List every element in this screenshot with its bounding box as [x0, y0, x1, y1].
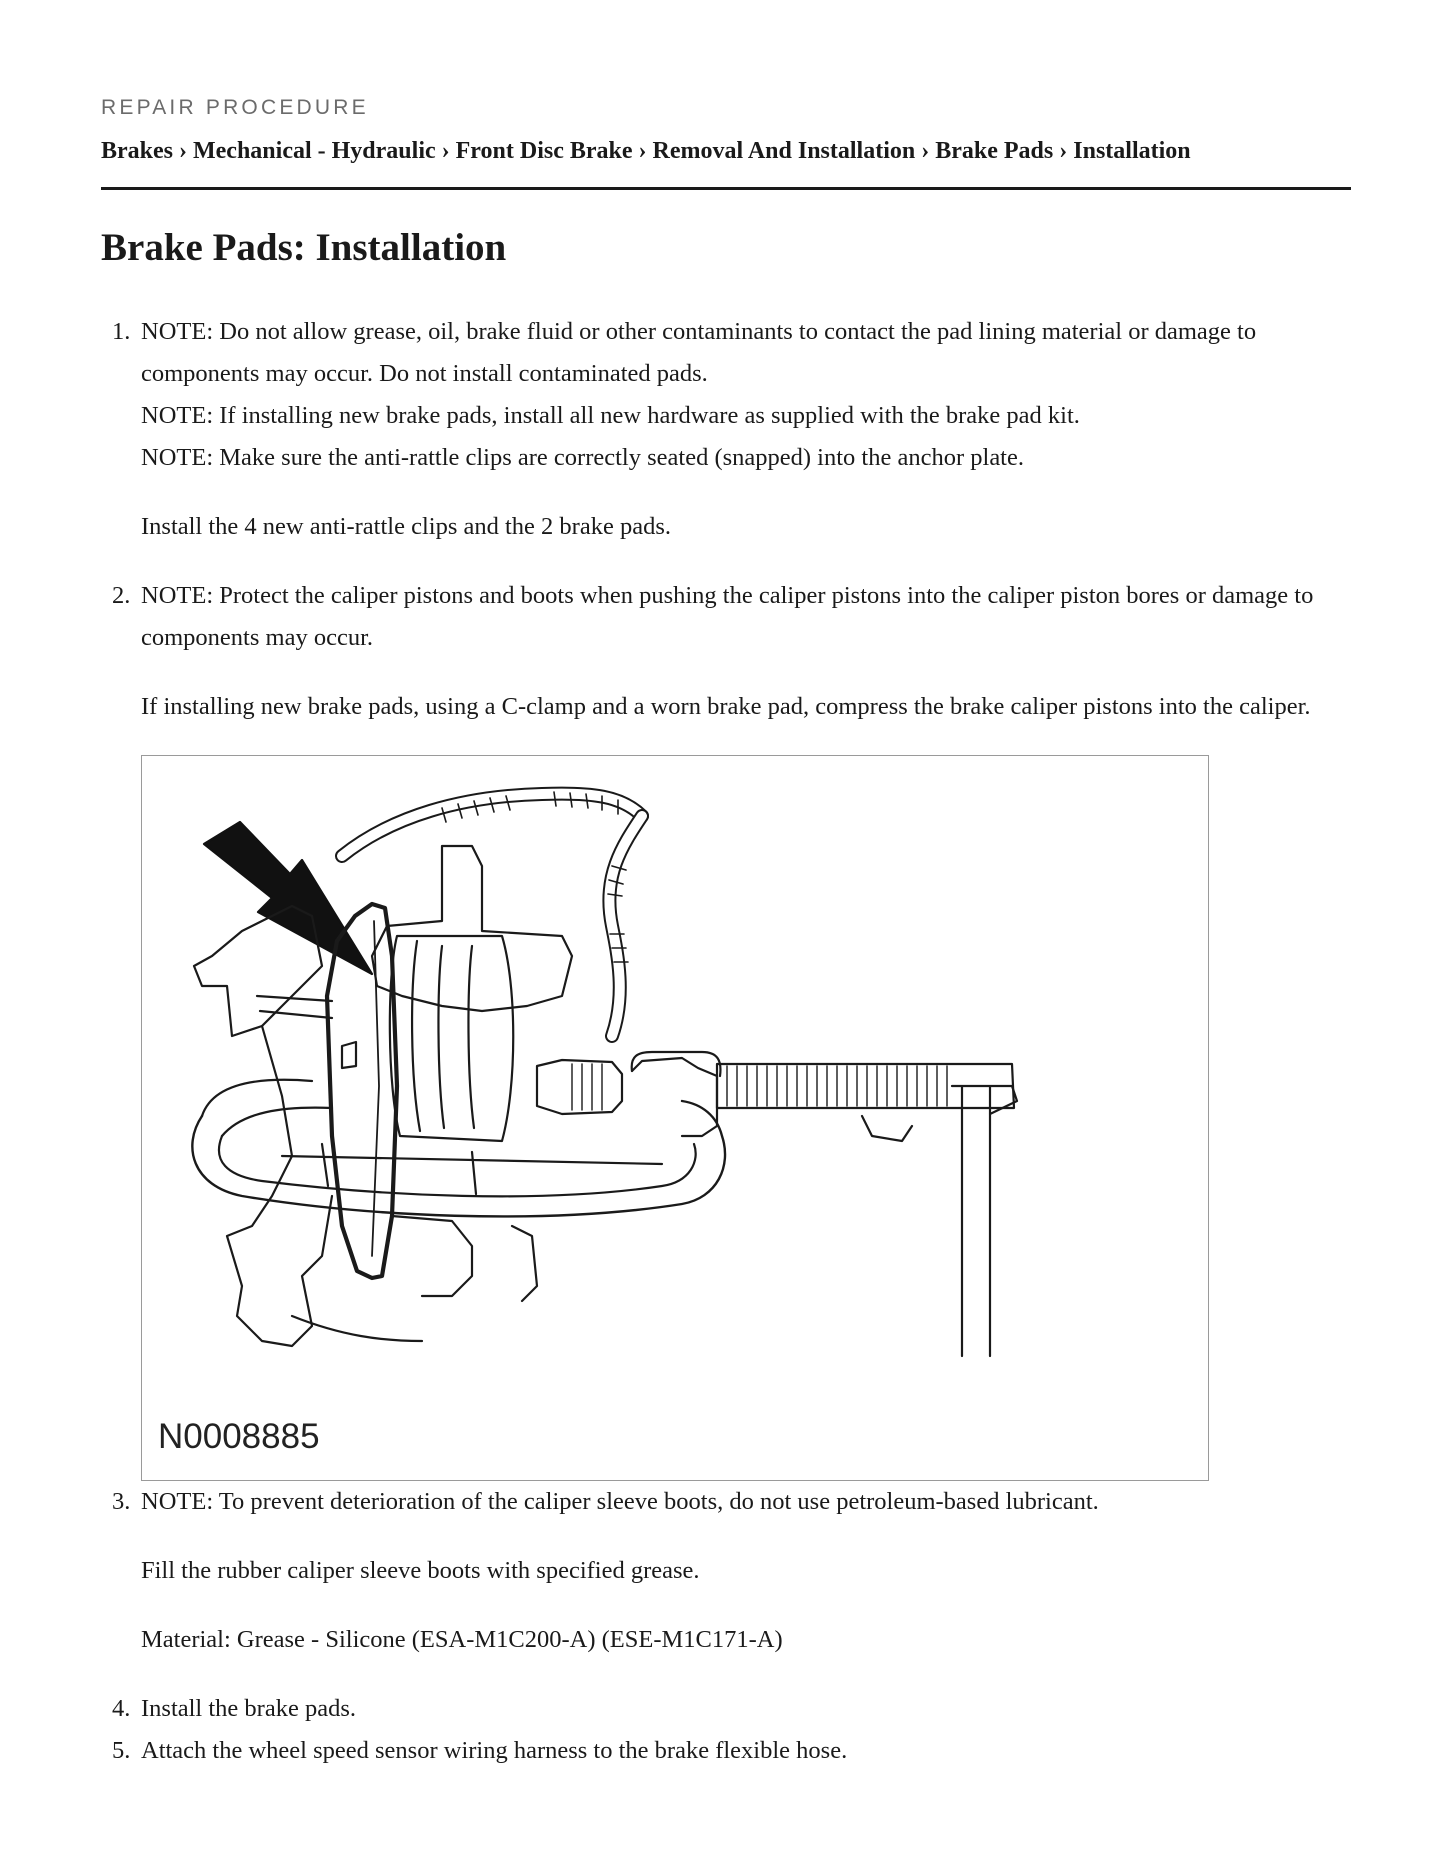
step-note: NOTE: Protect the caliper pistons and boots when pushing the caliper pistons into the caliper piston bores or damage to components may occur. — [141, 582, 1314, 651]
step-number: 2. — [112, 582, 131, 609]
step-text: If installing new brake pads, using a C-clamp and a worn brake pad, compress the brake caliper pistons into the caliper. — [141, 693, 1311, 720]
breadcrumb — [101, 138, 1191, 165]
step-number: 5. — [112, 1737, 131, 1764]
section-label: REPAIR PROCEDURE — [101, 96, 369, 119]
breadcrumb-item[interactable]: Removal And Installation — [652, 138, 916, 164]
header-divider — [101, 187, 1351, 190]
breadcrumb-separator: › — [638, 138, 647, 164]
page-title: Brake Pads: Installation — [101, 226, 507, 269]
step-item — [101, 1688, 1351, 1730]
breadcrumb-separator: › — [179, 138, 187, 164]
step-text: Install the 4 new anti-rattle clips and the 2 brake pads. — [141, 513, 671, 540]
breadcrumb-separator: › — [441, 138, 450, 164]
step-text: Attach the wheel speed sensor wiring harness to the brake flexible hose. — [141, 1737, 848, 1764]
breadcrumb-item[interactable]: Front Disc Brake — [455, 138, 633, 164]
procedure-steps — [101, 311, 1351, 1772]
step-number: 1. — [112, 318, 131, 345]
breadcrumb-separator: › — [1059, 138, 1068, 164]
breadcrumb-item[interactable]: Brakes — [101, 138, 173, 164]
step-note: NOTE: Do not allow grease, oil, brake fluid or other contaminants to contact the pad lining material or damage to components may occur. Do not install contaminated pads. — [141, 318, 1257, 387]
breadcrumb-separator: › — [921, 138, 930, 164]
step-item — [101, 311, 1351, 548]
step-item — [101, 1481, 1351, 1661]
step-material: Material: Grease - Silicone (ESA-M1C200-A) (ESE-M1C171-A) — [141, 1626, 783, 1653]
step-number: 3. — [112, 1488, 131, 1515]
step-number: 4. — [112, 1695, 131, 1722]
step-item — [101, 575, 1351, 1481]
step-note: NOTE: Make sure the anti-rattle clips are correctly seated (snapped) into the anchor plate. — [141, 444, 1024, 471]
breadcrumb-item[interactable]: Brake Pads — [935, 138, 1054, 164]
figure-id: N0008885 — [158, 1417, 320, 1456]
step-item — [101, 1730, 1351, 1772]
step-note: NOTE: If installing new brake pads, install all new hardware as supplied with the brake pad kit. — [141, 402, 1080, 429]
illustration-figure — [141, 755, 1209, 1481]
step-text: Fill the rubber caliper sleeve boots with specified grease. — [141, 1557, 700, 1584]
breadcrumb-item[interactable]: Installation — [1073, 138, 1191, 164]
step-text: Install the brake pads. — [141, 1695, 356, 1722]
step-note: NOTE: To prevent deterioration of the caliper sleeve boots, do not use petroleum-based lubricant. — [141, 1488, 1099, 1515]
c-clamp-caliper-illustration — [142, 756, 1208, 1480]
breadcrumb-item[interactable]: Mechanical - Hydraulic — [193, 138, 436, 164]
